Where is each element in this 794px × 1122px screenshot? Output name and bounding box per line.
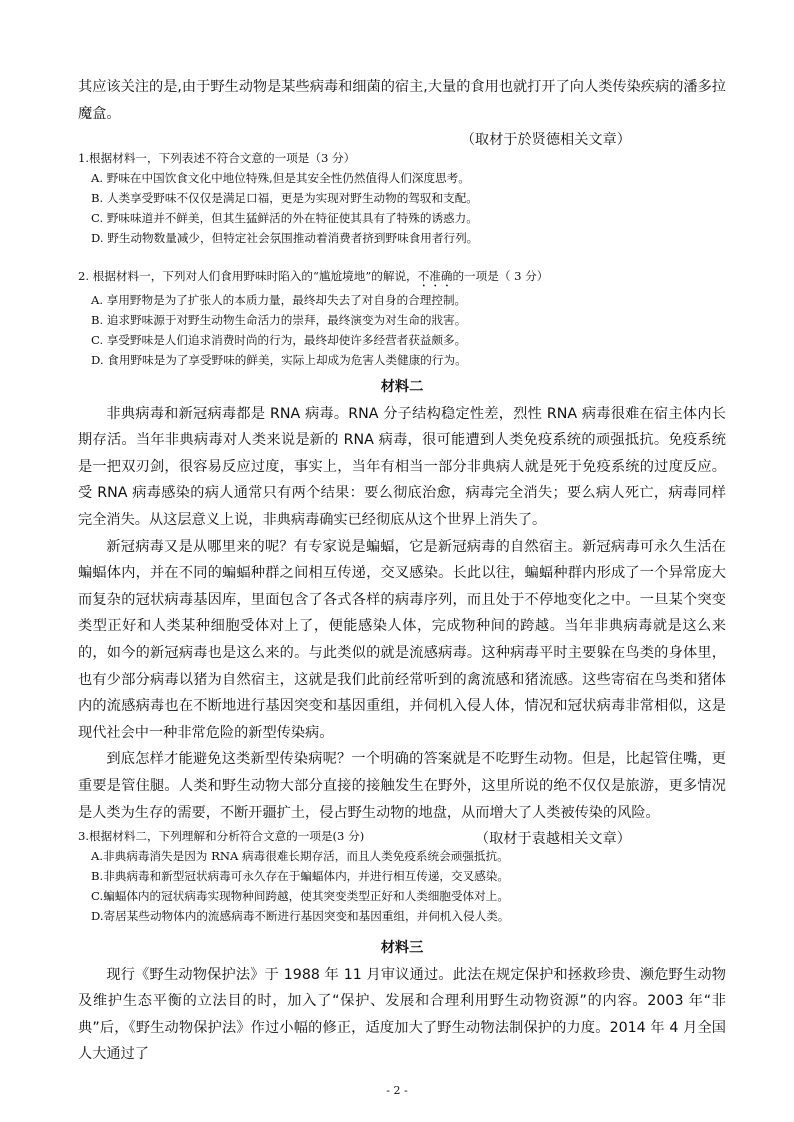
question-1-stem: 1.根据材料一，下列表述不符合文意的一项是（3 分） — [78, 151, 356, 165]
question-3-stem: 3.根据材料二，下列理解和分析符合文意的一项是(3 分) — [78, 829, 365, 843]
material-2-heading: 材料二 — [380, 379, 424, 395]
material1-tail — [78, 74, 726, 154]
material-3-heading: 材料三 — [380, 940, 424, 956]
question-2-stem-end: 的一项是（ 3 分） — [452, 269, 549, 283]
material-2-paragraph-3: 到底怎样才能避免这类新型传染病呢？一个明确的答案就是不吃野生动物。但是，比起管住嘴，更重要是管住腿。人类和野生动物大部分直接的接触发生在野外，这里所说的绝不仅仅是旅游，更多情况是人类为生存的需要，不断开疆扩土，侵占野生动物的地盘，从而增大了人类被传染的风险。 — [78, 751, 726, 821]
material-3 — [78, 935, 726, 1068]
question-2 — [78, 266, 726, 370]
material1-closing-paragraph: 其应该关注的是,由于野生动物是某些病毒和细菌的宿主,大量的食用也就打开了向人类传染疾病的潘多拉魔盒。 — [78, 79, 726, 122]
material-2-paragraph-2: 新冠病毒又是从哪里来的呢？有专家说是蝙蝠，它是新冠病毒的自然宿主。新冠病毒可永久生活在蝙蝠体内，并在不同的蝙蝠种群之间相互传递，交叉感染。长此以往，蝙蝠种群内形成了一个异常庞大而复杂的冠状病毒基因库，里面包含了各式各样的病毒序列，而且处于不停地变化之中。一旦某个突变类型正好和人类某种细胞受体对上了，便能感染人体，完成物种间的跨越。当年非典病毒就是这么来的，如今的新冠病毒也是这么来的。与此类似的就是流感病毒。这种病毒平时主要躲在鸟类的身体里，也有少部分病毒以猪为自然宿主，这就是我们此前经常听到的禽流感和猪流感。这些寄宿在鸟类和猪体内的流感病毒也在不断地进行基因突变和基因重组，并伺机入侵人体，情况和冠状病毒非常相似，这是现代社会中一种非常危险的新型传染病。 — [78, 538, 726, 741]
question-2-option-c: C. 享受野味是人们追求消费时尚的行为，最终却使许多经营者获益颇多。 — [91, 333, 467, 347]
question-2-option-b: B. 追求野味源于对野生动物生命活力的崇拜，最终演变为对生命的戕害。 — [91, 313, 467, 327]
material-2-paragraph-1: 非典病毒和新冠病毒都是 RNA 病毒。RNA 分子结构稳定性差，烈性 RNA 病毒很难在宿主体内长期存活。当年非典病毒对人类来说是新的 RNA 病毒，很可能遭到人类免疫系统的顽强抵抗。免疫系统是一把双刃剑，很容易反应过度，事实上，当年有相当一部分非典病人就是死于免疫系统的过度反应。受 RNA 病毒感染的病人通常只有两个结果：要么彻底治愈，病毒完全消失；要么病人死亡，病毒同样完全消失。从这层意义上说，非典病毒确实已经彻底从这个世界上消失了。 — [78, 405, 726, 528]
question-2-stem-start: 2. 根据材料一，下列对人们食用野味时陷入的“尴尬境地”的解说， — [78, 269, 418, 283]
question-2-option-a: A. 享用野物是为了扩张人的本质力量，最终却失去了对自身的合理控制。 — [91, 293, 467, 307]
question-2-option-d: D. 食用野味是为了享受野味的鲜美，实际上却成为危害人类健康的行为。 — [91, 353, 467, 367]
question-3-option-c: C.蝙蝠体内的冠状病毒实现物种间跨越，使其突变类型正好和人类细胞受体对上。 — [91, 889, 509, 903]
page-number: - 2 - — [386, 1084, 408, 1097]
question-1-option-b: B. 人类享受野味不仅仅是满足口福，更是为实现对野生动物的驾驭和支配。 — [91, 191, 478, 205]
question-3-option-b: B.非典病毒和新型冠状病毒可永久存在于蝙蝠体内，并进行相互传递，交叉感染。 — [91, 869, 509, 883]
material-2-source: （取材于袁越相关文章） — [474, 831, 631, 848]
question-3 — [78, 826, 726, 926]
material-2 — [78, 374, 726, 853]
question-1-option-a: A. 野味在中国饮食文化中地位特殊,但是其安全性仍然值得人们深度思考。 — [91, 171, 470, 185]
question-1 — [78, 148, 726, 248]
question-3-option-a: A.非典病毒消失是因为 RNA 病毒很难长期存活，而且人类免疫系统会顽强抵抗。 — [91, 849, 509, 863]
question-1-option-d: D. 野生动物数量减少，但特定社会氛围推动着消费者挤到野味食用者行列。 — [91, 231, 479, 245]
material1-source: （取材于於贤德相关文章） — [460, 132, 631, 149]
question-2-stem-emphasis: 不准确 — [417, 269, 453, 283]
question-1-option-c: C. 野味味道并不鲜美，但其生猛鲜活的外在特征使其具有了特殊的诱惑力。 — [91, 211, 478, 225]
material-3-paragraph: 现行《野生动物保护法》于 1988 年 11 月审议通过。此法在规定保护和拯救珍贵、濒危野生动物及维护生态平衡的立法目的时，加入了“保护、发展和合理利用野生动物资源”的内容。2003 年“非典”后，《野生动物保护法》作过小幅的修正，适度加大了野生动物法制保护的力度。2014 年 4 月全国人大通过了 — [78, 966, 726, 1063]
question-2-stem — [78, 266, 726, 290]
question-3-option-d: D.寄居某些动物体内的流感病毒不断进行基因突变和基因重组，并伺机入侵人类。 — [91, 909, 510, 923]
